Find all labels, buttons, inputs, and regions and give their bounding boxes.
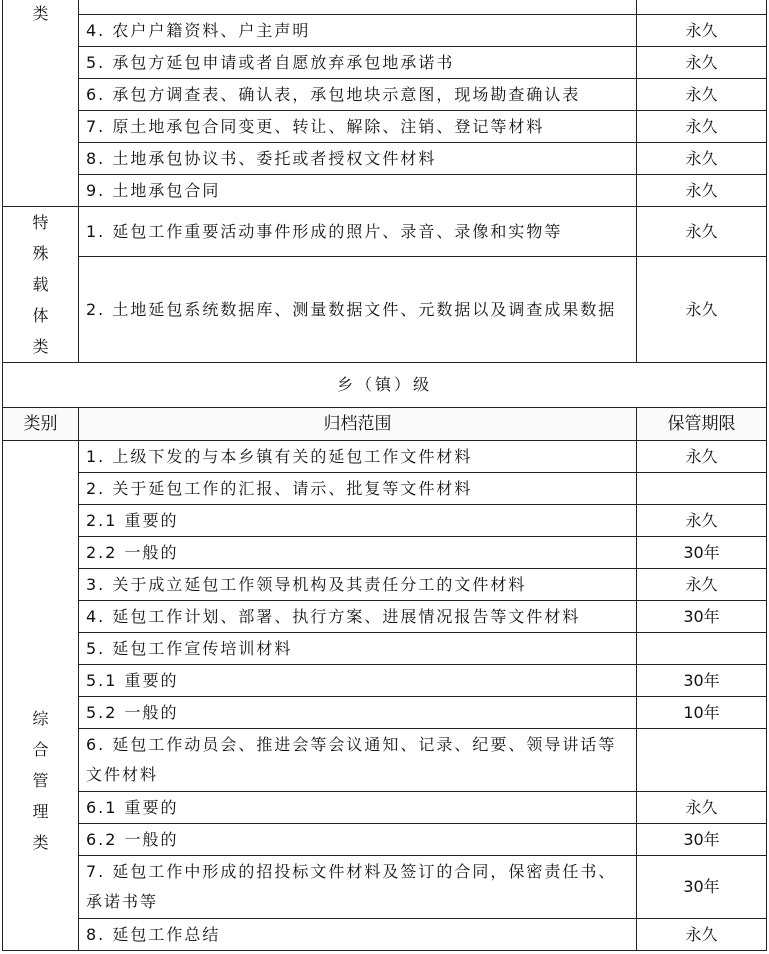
period-cell: 永久: [637, 569, 767, 601]
period-cell: 永久: [637, 15, 767, 47]
period-cell: [637, 473, 767, 505]
period-cell: 永久: [637, 175, 767, 207]
header-scope: 归档范围: [79, 408, 637, 441]
table-row: [3, 633, 767, 665]
scope-cell: 1. 上级下发的与本乡镇有关的延包工作文件材料: [79, 441, 637, 473]
category-cell-continued: [3, 0, 79, 207]
scope-cell: 1. 延包工作重要活动事件形成的照片、录音、录像和实物等: [79, 207, 637, 257]
scope-cell: 2.2 一般的: [79, 537, 637, 569]
category-cell-general: [3, 441, 79, 951]
table-row: [3, 79, 767, 111]
scope-cell: 6.2 一般的: [79, 824, 637, 856]
table-row: [3, 792, 767, 824]
scope-cell: 2. 土地延包系统数据库、测量数据文件、元数据以及调查成果数据: [79, 257, 637, 363]
period-cell: [637, 0, 767, 15]
table-row: [3, 729, 767, 792]
table-row: [3, 569, 767, 601]
period-cell: 30年: [637, 601, 767, 633]
table-row: [3, 363, 767, 408]
table-row: [3, 111, 767, 143]
scope-cell: 6. 延包工作动员会、推进会等会议通知、记录、纪要、领导讲话等文件材料: [79, 729, 637, 792]
table-row: [3, 919, 767, 951]
table-row: [3, 697, 767, 729]
archive-scope-table: [2, 0, 767, 951]
scope-cell: 7. 延包工作中形成的招投标文件材料及签订的合同，保密责任书、承诺书等: [79, 856, 637, 919]
table-row: [3, 175, 767, 207]
period-cell: [637, 729, 767, 792]
category-cell-special: [3, 207, 79, 363]
period-cell: 永久: [637, 257, 767, 363]
table-row: [3, 257, 767, 363]
table-row: [3, 441, 767, 473]
category-label: 综合管理类: [32, 709, 49, 852]
level-title: 乡（镇）级: [3, 363, 767, 408]
header-row: [3, 408, 767, 441]
table-row: [3, 505, 767, 537]
header-category: 类别: [3, 408, 79, 441]
scope-cell: 4. 农户户籍资料、户主声明: [79, 15, 637, 47]
scope-cell: 8. 延包工作总结: [79, 919, 637, 951]
period-cell: [637, 633, 767, 665]
scope-cell: 6. 承包方调查表、确认表，承包地块示意图，现场勘查确认表: [79, 79, 637, 111]
period-cell: 永久: [637, 792, 767, 824]
table-row: [3, 207, 767, 257]
category-label: 类: [32, 4, 49, 23]
scope-cell: 5.2 一般的: [79, 697, 637, 729]
table-row: [3, 15, 767, 47]
scope-cell: 2. 关于延包工作的汇报、请示、批复等文件材料: [79, 473, 637, 505]
scope-cell: 5.1 重要的: [79, 665, 637, 697]
period-cell: 永久: [637, 505, 767, 537]
period-cell: 永久: [637, 207, 767, 257]
scope-cell: 6.1 重要的: [79, 792, 637, 824]
category-label: 特殊载体类: [32, 213, 49, 356]
table-row: [3, 473, 767, 505]
table-row: [3, 856, 767, 919]
table-row: [3, 601, 767, 633]
scope-cell: 5. 延包工作宣传培训材料: [79, 633, 637, 665]
period-cell: 30年: [637, 824, 767, 856]
table-row: [3, 824, 767, 856]
period-cell: 永久: [637, 143, 767, 175]
table-row: [3, 0, 767, 15]
period-cell: 永久: [637, 47, 767, 79]
period-cell: 永久: [637, 111, 767, 143]
scope-cell: 5. 承包方延包申请或者自愿放弃承包地承诺书: [79, 47, 637, 79]
scope-cell: 3. 关于成立延包工作领导机构及其责任分工的文件材料: [79, 569, 637, 601]
table-row: [3, 537, 767, 569]
scope-cell: 9. 土地承包合同: [79, 175, 637, 207]
scope-cell: 4. 延包工作计划、部署、执行方案、进展情况报告等文件材料: [79, 601, 637, 633]
scope-cell: 8. 土地承包协议书、委托或者授权文件材料: [79, 143, 637, 175]
period-cell: 永久: [637, 919, 767, 951]
header-period: 保管期限: [637, 408, 767, 441]
period-cell: 永久: [637, 79, 767, 111]
period-cell: 永久: [637, 441, 767, 473]
period-cell: 30年: [637, 537, 767, 569]
scope-cell: 7. 原土地承包合同变更、转让、解除、注销、登记等材料: [79, 111, 637, 143]
period-cell: 30年: [637, 856, 767, 919]
scope-cell: 2.1 重要的: [79, 505, 637, 537]
table-row: [3, 665, 767, 697]
table-row: [3, 143, 767, 175]
scope-cell: [79, 0, 637, 15]
period-cell: 10年: [637, 697, 767, 729]
period-cell: 30年: [637, 665, 767, 697]
table-row: [3, 47, 767, 79]
